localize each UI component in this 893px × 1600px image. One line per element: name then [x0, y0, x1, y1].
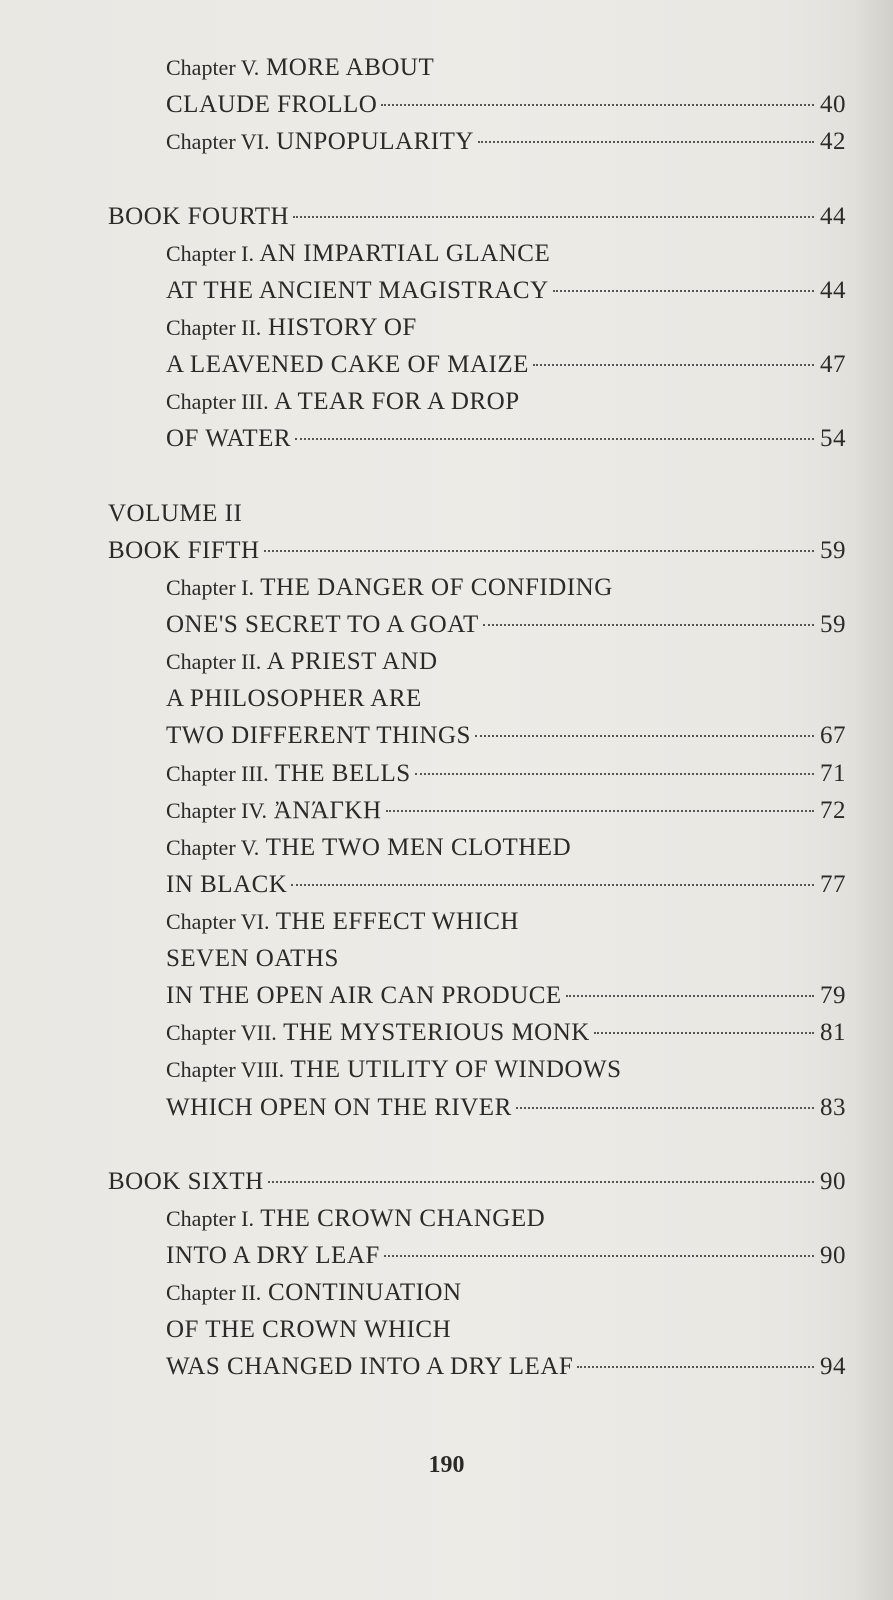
toc-chapter-entry [166, 644, 846, 680]
chapter-prefix: Chapter III. [166, 389, 269, 414]
toc-chapter-entry [166, 681, 846, 717]
toc-entry-label [166, 1090, 512, 1126]
dot-leader [577, 1366, 814, 1368]
entry-title: OF THE CROWN WHICH [166, 1316, 452, 1343]
toc-chapter-entry [166, 756, 846, 792]
toc-chapter-entry [166, 347, 846, 383]
toc-entry-label [166, 756, 411, 792]
entry-title: OF WATER [166, 425, 292, 452]
toc-entry-label [166, 904, 519, 940]
dot-leader [293, 216, 814, 218]
entry-title: ONE'S SECRET TO A GOAT [166, 611, 479, 638]
chapter-prefix: Chapter V. [166, 835, 260, 860]
toc-entry-label [108, 1164, 264, 1200]
entry-title: A PRIEST AND [266, 648, 438, 675]
entry-title: CLAUDE FROLLO [166, 91, 378, 118]
dot-leader [384, 1255, 814, 1257]
page-number: 190 [428, 1452, 465, 1478]
toc-chapter-entry [166, 124, 846, 160]
toc-entry-label [108, 533, 260, 569]
chapter-prefix: Chapter I. [166, 575, 254, 600]
entry-page-number: 40 [820, 91, 846, 118]
toc-chapter-entry [166, 607, 846, 643]
toc-chapter-entry [166, 273, 846, 309]
entry-title: AN IMPARTIAL GLANCE [259, 240, 551, 267]
toc-entry-label [166, 570, 613, 606]
toc-entry-label [166, 347, 529, 383]
toc-chapter-entry [166, 867, 846, 903]
toc-entry-label [166, 384, 520, 420]
chapter-prefix: Chapter III. [166, 761, 269, 786]
chapter-prefix: Chapter IV. [166, 798, 268, 823]
toc-chapter-entry [166, 87, 846, 123]
toc-entry-label [166, 978, 562, 1014]
entry-title: BOOK SIXTH [108, 1168, 264, 1195]
toc-chapter-entry [166, 1349, 846, 1385]
entry-title: A PHILOSOPHER ARE [166, 685, 422, 712]
entry-title: CONTINUATION [268, 1279, 462, 1306]
toc-entry-label [166, 1349, 573, 1385]
entry-title: WAS CHANGED INTO A DRY LEAF [166, 1353, 574, 1380]
entry-page-number: 90 [820, 1242, 846, 1269]
entry-title: IN THE OPEN AIR CAN PRODUCE [166, 982, 562, 1009]
chapter-prefix: Chapter II. [166, 649, 262, 674]
dot-leader [291, 884, 814, 886]
toc-entry-label [108, 199, 289, 235]
toc-chapter-entry [166, 421, 846, 457]
toc-entry-label [166, 681, 422, 717]
entry-title: THE TWO MEN CLOTHED [265, 834, 572, 861]
entry-title: THE MYSTERIOUS MONK [283, 1019, 590, 1046]
toc-entry-label [166, 718, 471, 754]
toc-chapter-entry [166, 236, 846, 272]
entry-title: BOOK FOURTH [108, 203, 290, 230]
entry-page-number: 77 [820, 871, 846, 898]
chapter-prefix: Chapter II. [166, 315, 262, 340]
entry-page-number: 44 [820, 203, 846, 230]
entry-page-number: 81 [820, 1019, 846, 1046]
chapter-prefix: Chapter I. [166, 1206, 254, 1231]
dot-leader [295, 438, 814, 440]
toc-chapter-entry [166, 1090, 846, 1126]
chapter-prefix: Chapter VIII. [166, 1057, 285, 1082]
toc-entry-label [166, 236, 550, 272]
toc-chapter-entry [166, 1312, 846, 1348]
chapter-prefix: Chapter II. [166, 1280, 262, 1305]
dot-leader [553, 290, 814, 292]
dot-leader [594, 1032, 814, 1034]
toc-chapter-entry [166, 793, 846, 829]
entry-title: UNPOPULARITY [276, 128, 474, 155]
toc-entry-label [166, 1312, 451, 1348]
entry-title: WHICH OPEN ON THE RIVER [166, 1094, 512, 1121]
entry-title: THE UTILITY OF WINDOWS [290, 1056, 622, 1083]
entry-title: THE EFFECT WHICH [275, 908, 519, 935]
entry-title: THE CROWN CHANGED [260, 1205, 546, 1232]
entry-title: THE BELLS [274, 760, 411, 787]
chapter-prefix: Chapter I. [166, 241, 254, 266]
dot-leader [264, 550, 814, 552]
chapter-prefix: Chapter VI. [166, 909, 270, 934]
toc-entry-label [166, 607, 479, 643]
chapter-prefix: Chapter V. [166, 55, 260, 80]
toc-chapter-entry [166, 1015, 846, 1051]
toc-entry-label [108, 496, 242, 532]
toc-entry-label [166, 793, 382, 829]
entry-page-number: 71 [820, 760, 846, 787]
entry-title: SEVEN OATHS [166, 945, 339, 972]
dot-leader [478, 141, 814, 143]
entry-page-number: 42 [820, 128, 846, 155]
toc-entry-label [166, 867, 287, 903]
toc-chapter-entry [166, 941, 846, 977]
entry-page-number: 44 [820, 277, 846, 304]
toc-entry-label [166, 50, 434, 86]
dot-leader [386, 810, 814, 812]
entry-page-number: 90 [820, 1168, 846, 1195]
toc-entry-label [166, 1052, 622, 1088]
toc-chapter-entry [166, 830, 846, 866]
toc-entry-label [166, 941, 339, 977]
entry-title: ἈΝΆΓΚΗ [273, 797, 382, 824]
toc-chapter-entry [166, 718, 846, 754]
entry-title: IN BLACK [166, 871, 288, 898]
dot-leader [566, 995, 814, 997]
entry-page-number: 47 [820, 351, 846, 378]
toc-entry-label [166, 644, 438, 680]
dot-leader [483, 624, 814, 626]
toc-chapter-entry [166, 1275, 846, 1311]
dot-leader [268, 1181, 814, 1183]
toc-chapter-entry [166, 50, 846, 86]
toc-entry-label [166, 421, 291, 457]
entry-title: VOLUME II [108, 500, 243, 527]
toc-entry-label [166, 310, 417, 346]
entry-page-number: 59 [820, 537, 846, 564]
dot-leader [516, 1107, 814, 1109]
toc-entry-label [166, 1275, 462, 1311]
toc-book-entry [108, 496, 846, 532]
dot-leader [415, 773, 814, 775]
toc-book-entry [108, 1164, 846, 1200]
entry-title: A LEAVENED CAKE OF MAIZE [166, 351, 529, 378]
entry-title: HISTORY OF [268, 314, 417, 341]
entry-title: MORE ABOUT [266, 54, 435, 81]
toc-chapter-entry [166, 904, 846, 940]
dot-leader [533, 364, 814, 366]
toc-entry-label [166, 273, 549, 309]
toc-entry-label [166, 1201, 545, 1237]
entry-title: BOOK FIFTH [108, 537, 260, 564]
toc-chapter-entry [166, 1052, 846, 1088]
toc-entry-label [166, 1238, 380, 1274]
toc-entry-label [166, 124, 474, 160]
entry-page-number: 72 [820, 797, 846, 824]
entry-page-number: 83 [820, 1094, 846, 1121]
entry-title: INTO A DRY LEAF [166, 1242, 380, 1269]
toc-chapter-entry [166, 1238, 846, 1274]
toc-entry-label [166, 87, 377, 123]
entry-page-number: 54 [820, 425, 846, 452]
toc-chapter-entry [166, 384, 846, 420]
toc-chapter-entry [166, 1201, 846, 1237]
dot-leader [381, 104, 814, 106]
toc-entry-label [166, 830, 571, 866]
entry-title: A TEAR FOR A DROP [274, 388, 520, 415]
toc-entry-label [166, 1015, 590, 1051]
entry-title: TWO DIFFERENT THINGS [166, 722, 471, 749]
entry-title: AT THE ANCIENT MAGISTRACY [166, 277, 549, 304]
toc-book-entry [108, 199, 846, 235]
entry-page-number: 59 [820, 611, 846, 638]
entry-page-number: 67 [820, 722, 846, 749]
entry-page-number: 79 [820, 982, 846, 1009]
entry-page-number: 94 [820, 1353, 846, 1380]
entry-title: THE DANGER OF CONFIDING [260, 574, 613, 601]
dot-leader [475, 735, 814, 737]
toc-chapter-entry [166, 310, 846, 346]
chapter-prefix: Chapter VI. [166, 129, 270, 154]
toc-book-entry [108, 533, 846, 569]
chapter-prefix: Chapter VII. [166, 1020, 277, 1045]
toc-chapter-entry [166, 978, 846, 1014]
toc-chapter-entry [166, 570, 846, 606]
